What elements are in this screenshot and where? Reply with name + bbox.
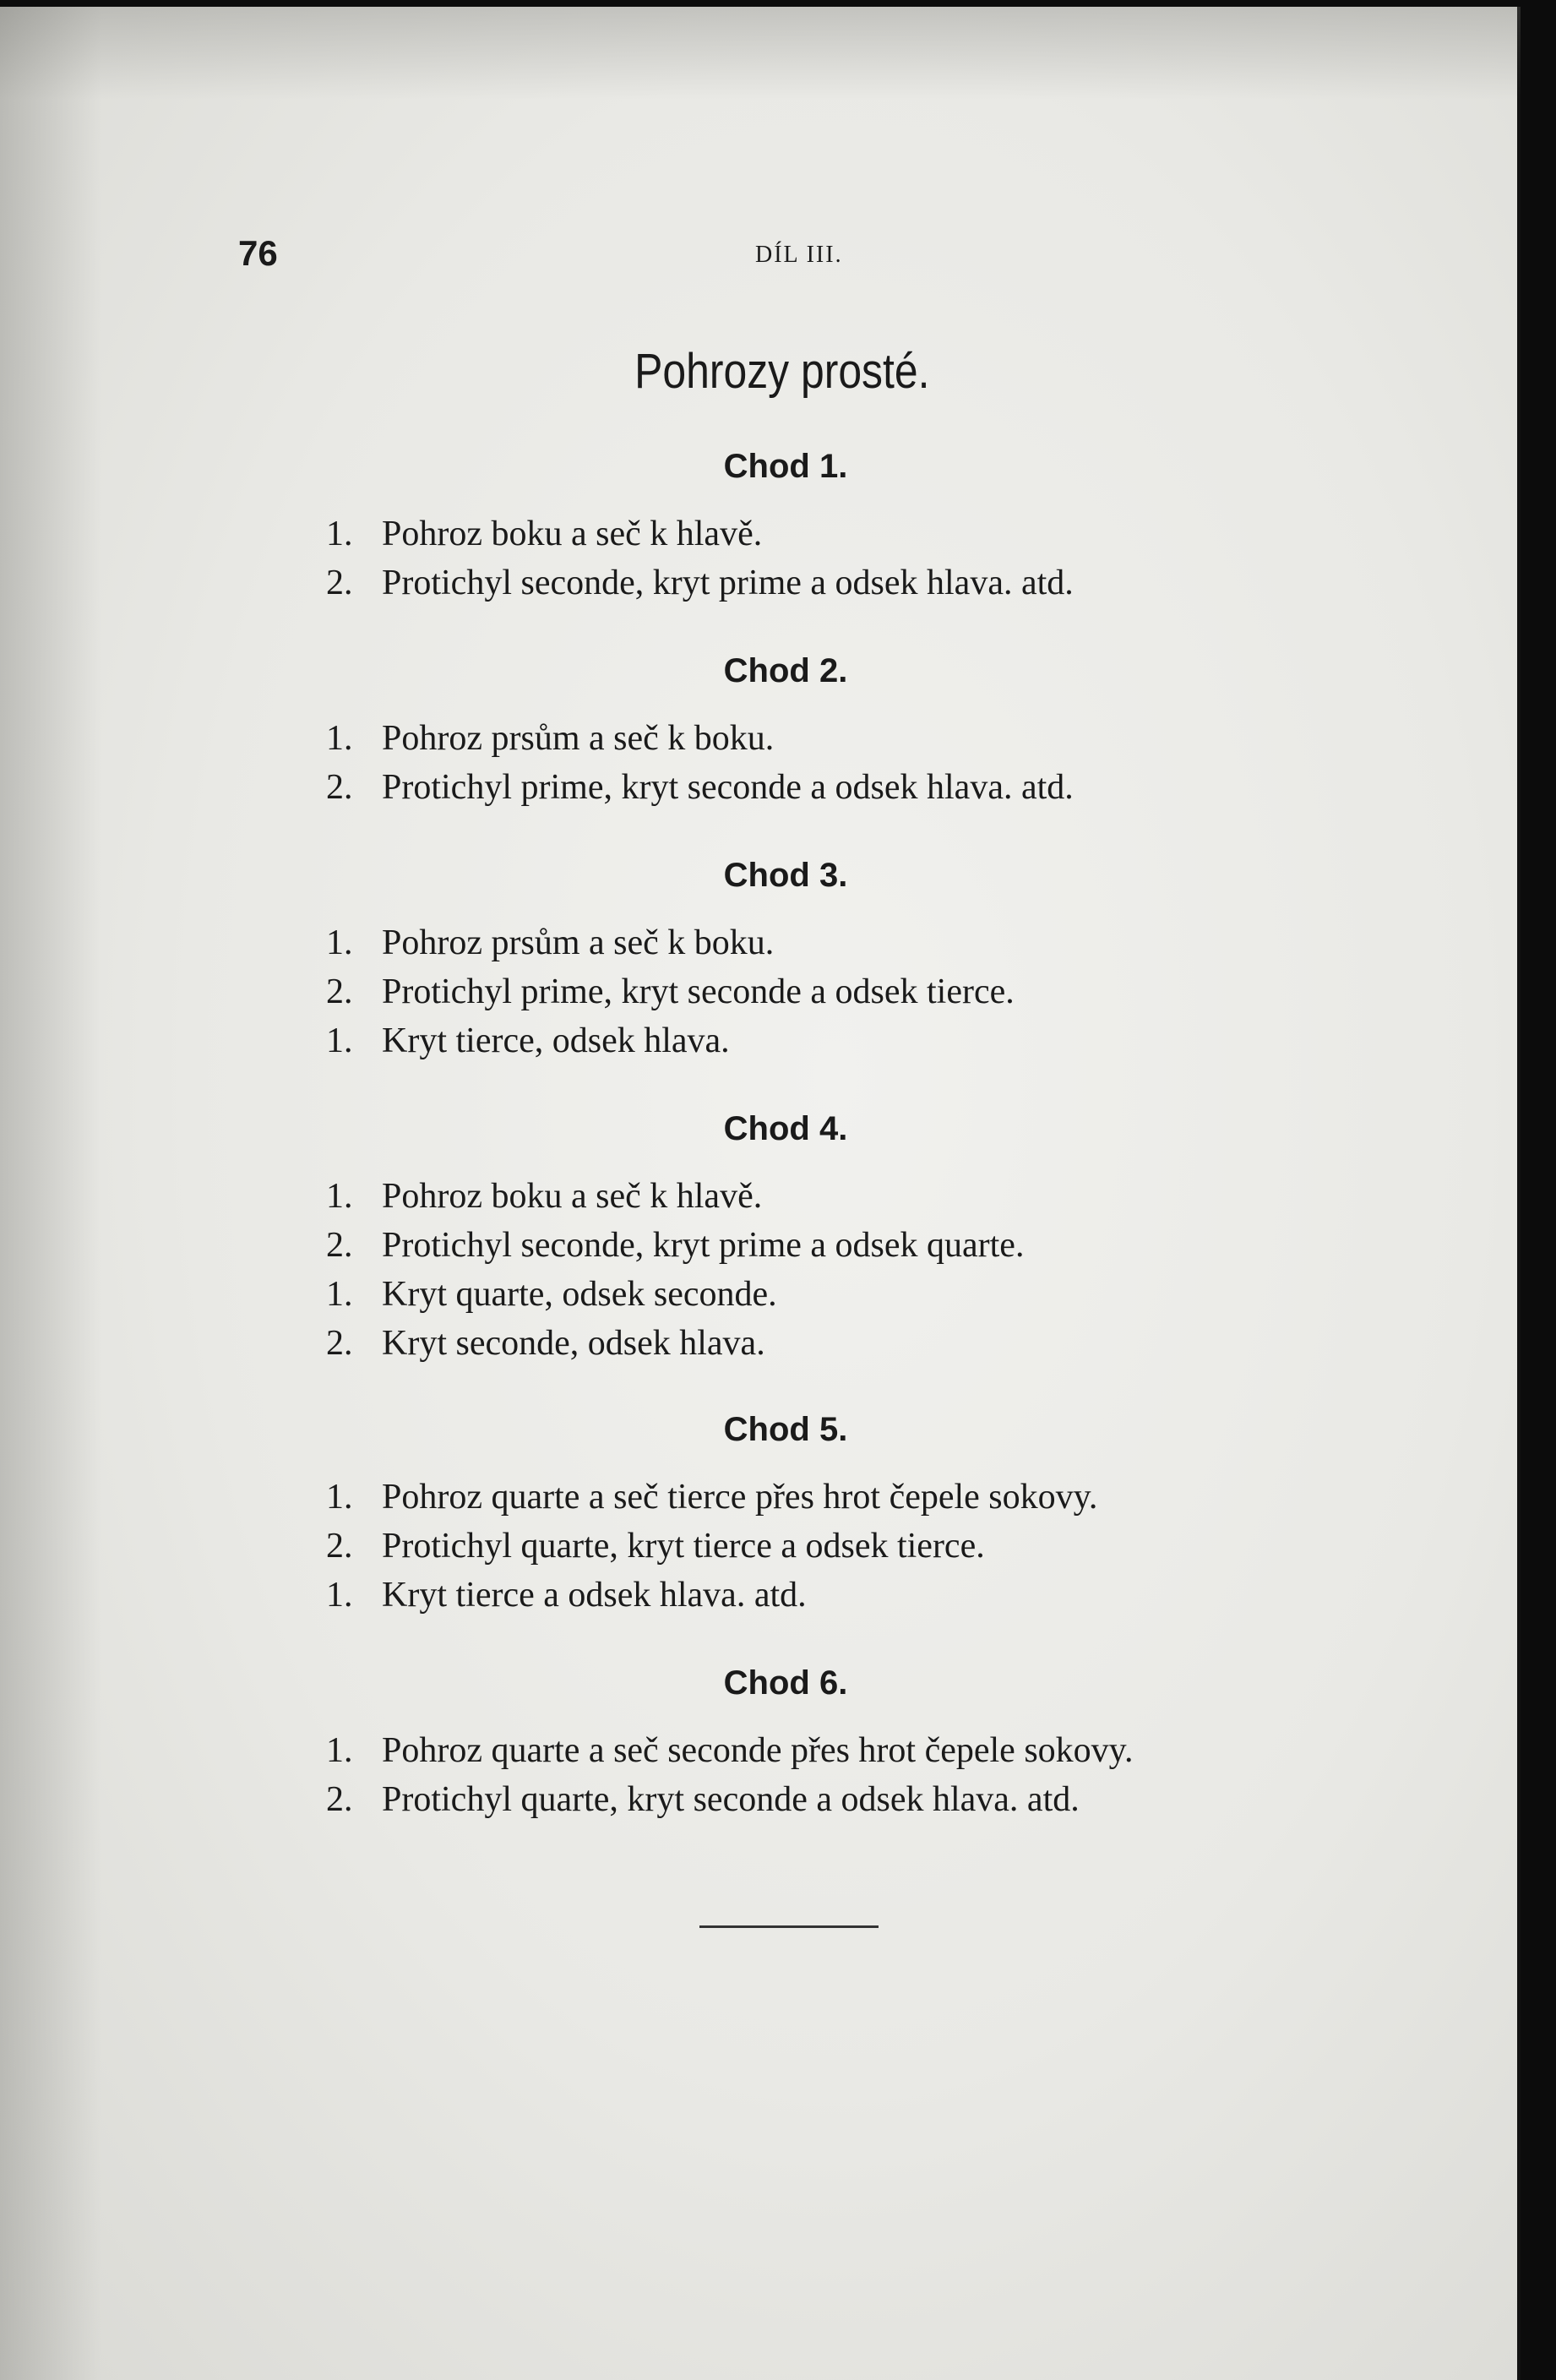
page-sheet xyxy=(0,7,1521,2380)
item-number: 1. xyxy=(326,515,353,553)
item-number: 1. xyxy=(326,719,353,758)
list-item xyxy=(326,1225,1024,1266)
section-heading-chod-4: Chod 4. xyxy=(723,1110,848,1147)
item-text: Pohroz prsům a seč k boku. xyxy=(382,719,775,758)
list-item xyxy=(326,767,1074,808)
section-heading-chod-5: Chod 5. xyxy=(723,1411,848,1448)
item-number: 2. xyxy=(326,1780,353,1819)
binding-edge xyxy=(1517,7,1521,2380)
list-item xyxy=(326,514,762,554)
item-text: Pohroz boku a seč k hlavě. xyxy=(382,1177,763,1216)
item-text: Kryt seconde, odsek hlava. xyxy=(382,1324,765,1363)
item-number: 1. xyxy=(326,1275,353,1314)
list-item xyxy=(326,1526,985,1566)
item-number: 1. xyxy=(326,1731,353,1770)
item-number: 2. xyxy=(326,972,353,1011)
list-item xyxy=(326,1021,730,1061)
item-text: Kryt quarte, odsek seconde. xyxy=(382,1275,777,1314)
item-text: Kryt tierce, odsek hlava. xyxy=(382,1021,730,1060)
item-text: Protichyl prime, kryt seconde a odsek tierce. xyxy=(382,972,1015,1011)
item-text: Pohroz boku a seč k hlavě. xyxy=(382,515,763,553)
item-text: Protichyl quarte, kryt tierce a odsek tierce. xyxy=(382,1527,985,1566)
item-text: Protichyl quarte, kryt seconde a odsek hlava. atd. xyxy=(382,1780,1080,1819)
list-item xyxy=(326,972,1015,1012)
item-number: 1. xyxy=(326,923,353,962)
section-heading-chod-2: Chod 2. xyxy=(723,652,848,689)
item-number: 2. xyxy=(326,1226,353,1265)
item-number: 2. xyxy=(326,564,353,602)
section-heading-chod-1: Chod 1. xyxy=(723,448,848,485)
item-number: 2. xyxy=(326,1324,353,1363)
list-item xyxy=(326,1730,1133,1771)
item-number: 1. xyxy=(326,1021,353,1060)
item-number: 1. xyxy=(326,1177,353,1216)
item-text: Pohroz quarte a seč tierce přes hrot čepele sokovy. xyxy=(382,1478,1098,1517)
page-number: 76 xyxy=(238,233,278,273)
item-number: 2. xyxy=(326,768,353,807)
page-header xyxy=(0,233,1521,275)
list-item xyxy=(326,1176,762,1217)
item-number: 1. xyxy=(326,1478,353,1517)
list-item xyxy=(326,563,1074,603)
list-item xyxy=(326,1477,1097,1517)
list-item xyxy=(326,718,774,759)
item-text: Pohroz prsům a seč k boku. xyxy=(382,923,775,962)
list-item xyxy=(326,1779,1080,1820)
item-number: 2. xyxy=(326,1527,353,1566)
item-text: Protichyl seconde, kryt prime a odsek hlava. atd. xyxy=(382,564,1074,602)
running-head: DÍL III. xyxy=(755,242,843,268)
section-heading-chod-3: Chod 3. xyxy=(723,857,848,894)
list-item xyxy=(326,1323,765,1364)
page-title: Pohrozy prosté. xyxy=(634,344,930,399)
list-item xyxy=(326,923,774,963)
list-item xyxy=(326,1274,777,1315)
item-text: Protichyl prime, kryt seconde a odsek hlava. atd. xyxy=(382,768,1074,807)
item-number: 1. xyxy=(326,1576,353,1615)
item-text: Pohroz quarte a seč seconde přes hrot čepele sokovy. xyxy=(382,1731,1134,1770)
end-rule xyxy=(699,1925,879,1928)
section-heading-chod-6: Chod 6. xyxy=(723,1664,848,1702)
item-text: Kryt tierce a odsek hlava. atd. xyxy=(382,1576,807,1615)
item-text: Protichyl seconde, kryt prime a odsek quarte. xyxy=(382,1226,1025,1265)
list-item xyxy=(326,1575,807,1615)
